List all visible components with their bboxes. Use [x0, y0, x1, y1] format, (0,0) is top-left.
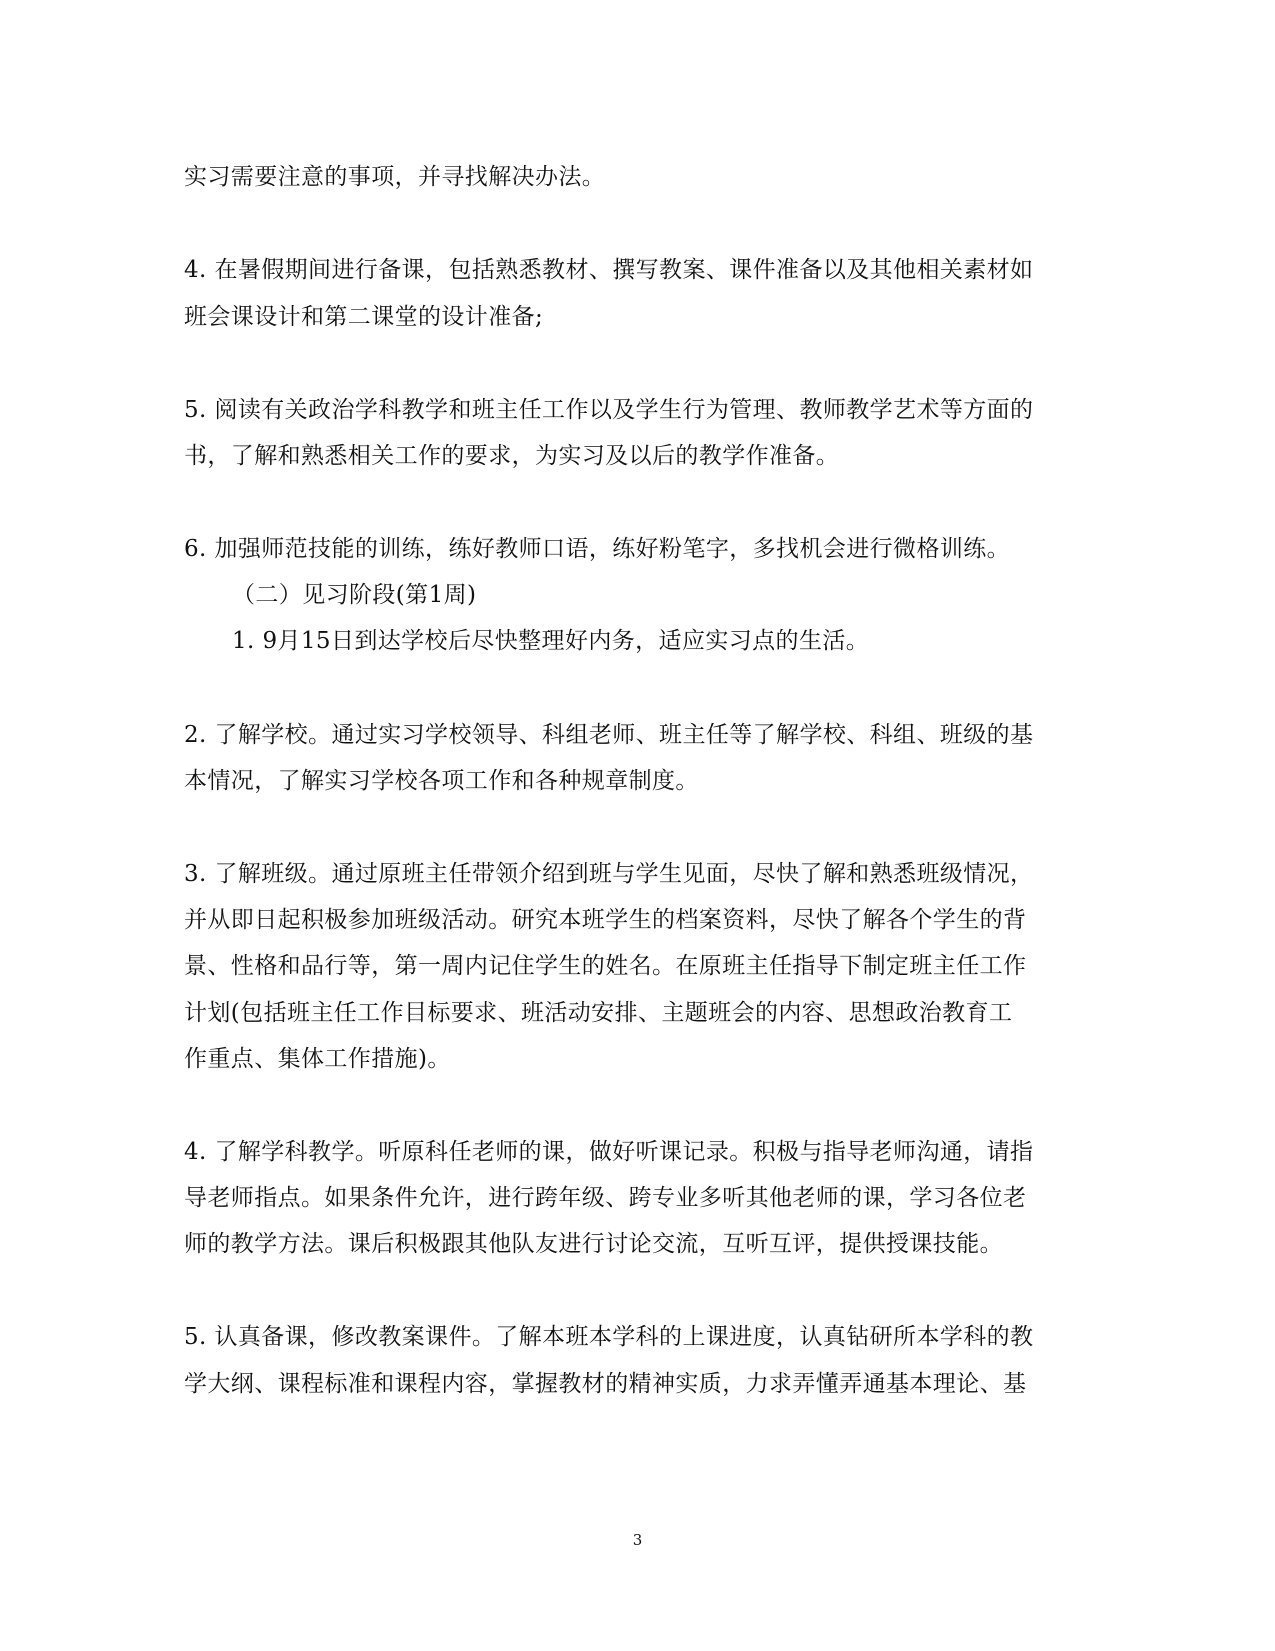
section-heading: （二）见习阶段(第1周)	[232, 582, 477, 608]
text-line: 2. 了解学校。通过实习学校领导、科组老师、班主任等了解学校、科组、班级的基	[184, 722, 1034, 748]
text-line: 4. 在暑假期间进行备课，包括熟悉教材、撰写教案、课件准备以及其他相关素材如	[184, 257, 1034, 283]
text-line: 书，了解和熟悉相关工作的要求，为实习及以后的教学作准备。	[184, 443, 840, 469]
text-line: 学大纲、课程标准和课程内容，掌握教材的精神实质，力求弄懂弄通基本理论、基	[184, 1371, 1027, 1397]
text-line: 导老师指点。如果条件允许，进行跨年级、跨专业多听其他老师的课，学习各位老	[184, 1185, 1027, 1211]
text-line: 4. 了解学科教学。听原科任老师的课，做好听课记录。积极与指导老师沟通，请指	[184, 1139, 1034, 1165]
text-line: 景、性格和品行等，第一周内记住学生的姓名。在原班主任指导下制定班主任工作	[184, 953, 1027, 979]
text-line: 5. 认真备课，修改教案课件。了解本班本学科的上课进度，认真钻研所本学科的教	[184, 1324, 1034, 1350]
text-line: 计划(包括班主任工作目标要求、班活动安排、主题班会的内容、思想政治教育工	[184, 1000, 1013, 1026]
text-line: 本情况，了解实习学校各项工作和各种规章制度。	[184, 768, 699, 794]
text-line: 3. 了解班级。通过原班主任带领介绍到班与学生见面，尽快了解和熟悉班级情况，	[184, 861, 1034, 887]
text-line: 师的教学方法。课后积极跟其他队友进行讨论交流，互听互评，提供授课技能。	[184, 1231, 1003, 1257]
text-line: 5. 阅读有关政治学科教学和班主任工作以及学生行为管理、教师教学艺术等方面的	[184, 397, 1034, 423]
text-line: 6. 加强师范技能的训练，练好教师口语，练好粉笔字，多找机会进行微格训练。	[184, 536, 1011, 562]
text-line: 实习需要注意的事项，并寻找解决办法。	[184, 164, 606, 190]
text-line: 并从即日起积极参加班级活动。研究本班学生的档案资料，尽快了解各个学生的背	[184, 907, 1027, 933]
text-line: 1. 9月15日到达学校后尽快整理好内务，适应实习点的生活。	[232, 628, 870, 654]
text-line: 作重点、集体工作措施)。	[184, 1046, 451, 1072]
page-number: 3	[632, 1531, 643, 1549]
text-line: 班会课设计和第二课堂的设计准备;	[184, 304, 544, 330]
